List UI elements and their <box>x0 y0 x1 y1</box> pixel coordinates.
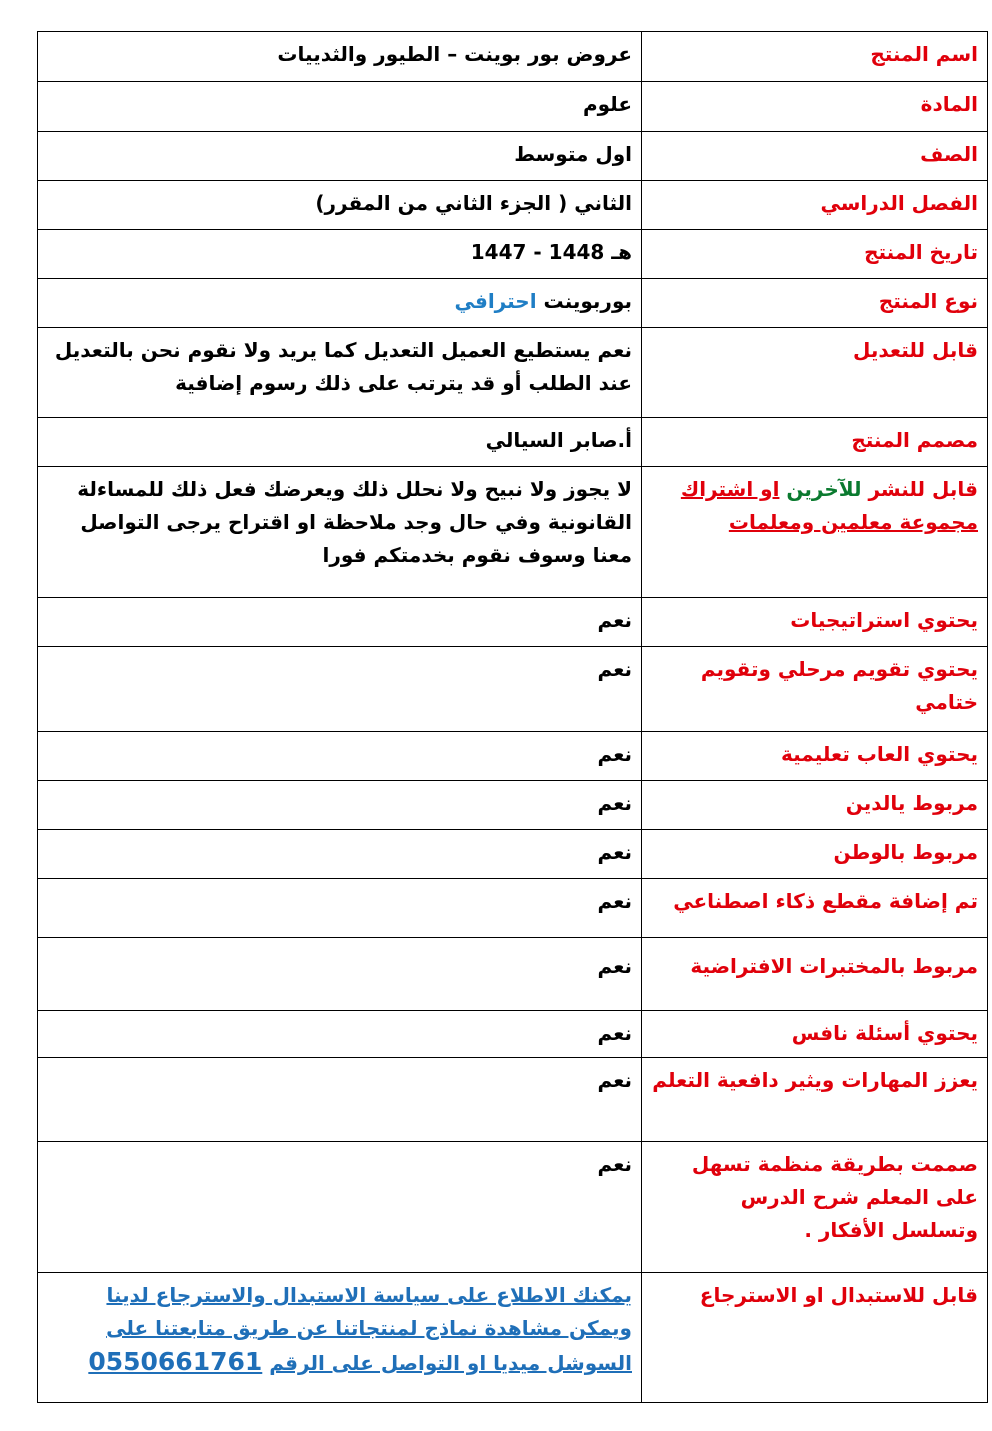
product-name-label: اسم المنتج <box>642 32 988 82</box>
publishable-label <box>642 467 988 598</box>
nafes-label: يحتوي أسئلة نافس <box>642 1011 988 1058</box>
table-row <box>38 781 988 830</box>
phone-number-link[interactable]: 0550661761 <box>88 1347 263 1376</box>
table-row <box>38 467 988 598</box>
publishable-value: لا يجوز ولا نبيح ولا نحلل ذلك ويعرضك فعل ذلك للمساءلة القانونية وفي حال وجد ملاحظة او اقتراح يرجى التواصل معنا وسوف نقوم بخدمتكم فورا <box>38 467 642 598</box>
product-spec-table <box>37 31 988 1403</box>
type-value-prefix: بوربوينت <box>543 289 632 313</box>
returns-policy-link[interactable]: يمكنك الاطلاع على سياسة الاستبدال والاسترجاع لدينا ويمكن مشاهدة نماذج لمنتجاتنا عن طريق متابعتنا على السوشل ميديا او التواصل على الرقم <box>106 1283 632 1375</box>
table-row <box>38 830 988 879</box>
type-value-highlight: احترافي <box>454 289 537 313</box>
virtual-labs-value: نعم <box>38 938 642 1011</box>
publishable-label-part3: او اشتراك مجموعة معلمين ومعلمات <box>680 477 978 534</box>
table-row <box>38 1273 988 1403</box>
homeland-label: مربوط بالوطن <box>642 830 988 879</box>
organized-label: صممت بطريقة منظمة تسهل على المعلم شرح الدرس وتسلسل الأفكار . <box>642 1142 988 1273</box>
skills-label: يعزز المهارات ويثير دافعية التعلم <box>642 1058 988 1142</box>
table-row <box>38 230 988 279</box>
editable-value: نعم يستطيع العميل التعديل كما يريد ولا نقوم نحن بالتعديل عند الطلب أو قد يترتب على ذلك رسوم إضافية <box>38 328 642 418</box>
table-row <box>38 938 988 1011</box>
virtual-labs-label: مربوط بالمختبرات الافتراضية <box>642 938 988 1011</box>
semester-value: الثاني ( الجزء الثاني من المقرر) <box>38 181 642 230</box>
semester-label: الفصل الدراسي <box>642 181 988 230</box>
religion-label: مربوط يالدين <box>642 781 988 830</box>
table-row <box>38 1058 988 1142</box>
returns-label: قابل للاستبدال او الاسترجاع <box>642 1273 988 1403</box>
organized-value: نعم <box>38 1142 642 1273</box>
date-label: تاريخ المنتج <box>642 230 988 279</box>
grade-value: اول متوسط <box>38 132 642 181</box>
subject-label: المادة <box>642 82 988 132</box>
table-row <box>38 82 988 132</box>
ai-clip-label: تم إضافة مقطع ذكاء اصطناعي <box>642 879 988 938</box>
religion-value: نعم <box>38 781 642 830</box>
ai-clip-value: نعم <box>38 879 642 938</box>
type-label: نوع المنتج <box>642 279 988 328</box>
strategies-value: نعم <box>38 598 642 647</box>
returns-value <box>38 1273 642 1403</box>
publishable-label-part1: قابل للنشر <box>868 477 978 501</box>
table-row <box>38 132 988 181</box>
table-row <box>38 32 988 82</box>
table-row <box>38 181 988 230</box>
table-row <box>38 647 988 732</box>
date-value <box>38 230 642 279</box>
table-row <box>38 732 988 781</box>
designer-value: أ.صابر السيالي <box>38 418 642 467</box>
product-name-value: عروض بور بوينت – الطيور والثدييات <box>38 32 642 82</box>
table-row <box>38 1142 988 1273</box>
subject-value: علوم <box>38 82 642 132</box>
strategies-label: يحتوي استراتيجيات <box>642 598 988 647</box>
table-row <box>38 598 988 647</box>
skills-value: نعم <box>38 1058 642 1142</box>
table-row <box>38 879 988 938</box>
editable-label: قابل للتعديل <box>642 328 988 418</box>
type-value <box>38 279 642 328</box>
table-row <box>38 418 988 467</box>
grade-label: الصف <box>642 132 988 181</box>
assessment-value: نعم <box>38 647 642 732</box>
nafes-value: نعم <box>38 1011 642 1058</box>
publishable-label-part2: للآخرين <box>786 477 862 501</box>
table-row <box>38 1011 988 1058</box>
table-row <box>38 328 988 418</box>
games-value: نعم <box>38 732 642 781</box>
date-range: 1447 - 1448 هـ <box>470 240 632 264</box>
assessment-label: يحتوي تقويم مرحلي وتقويم ختامي <box>642 647 988 732</box>
games-label: يحتوي العاب تعليمية <box>642 732 988 781</box>
designer-label: مصمم المنتج <box>642 418 988 467</box>
homeland-value: نعم <box>38 830 642 879</box>
table-row <box>38 279 988 328</box>
